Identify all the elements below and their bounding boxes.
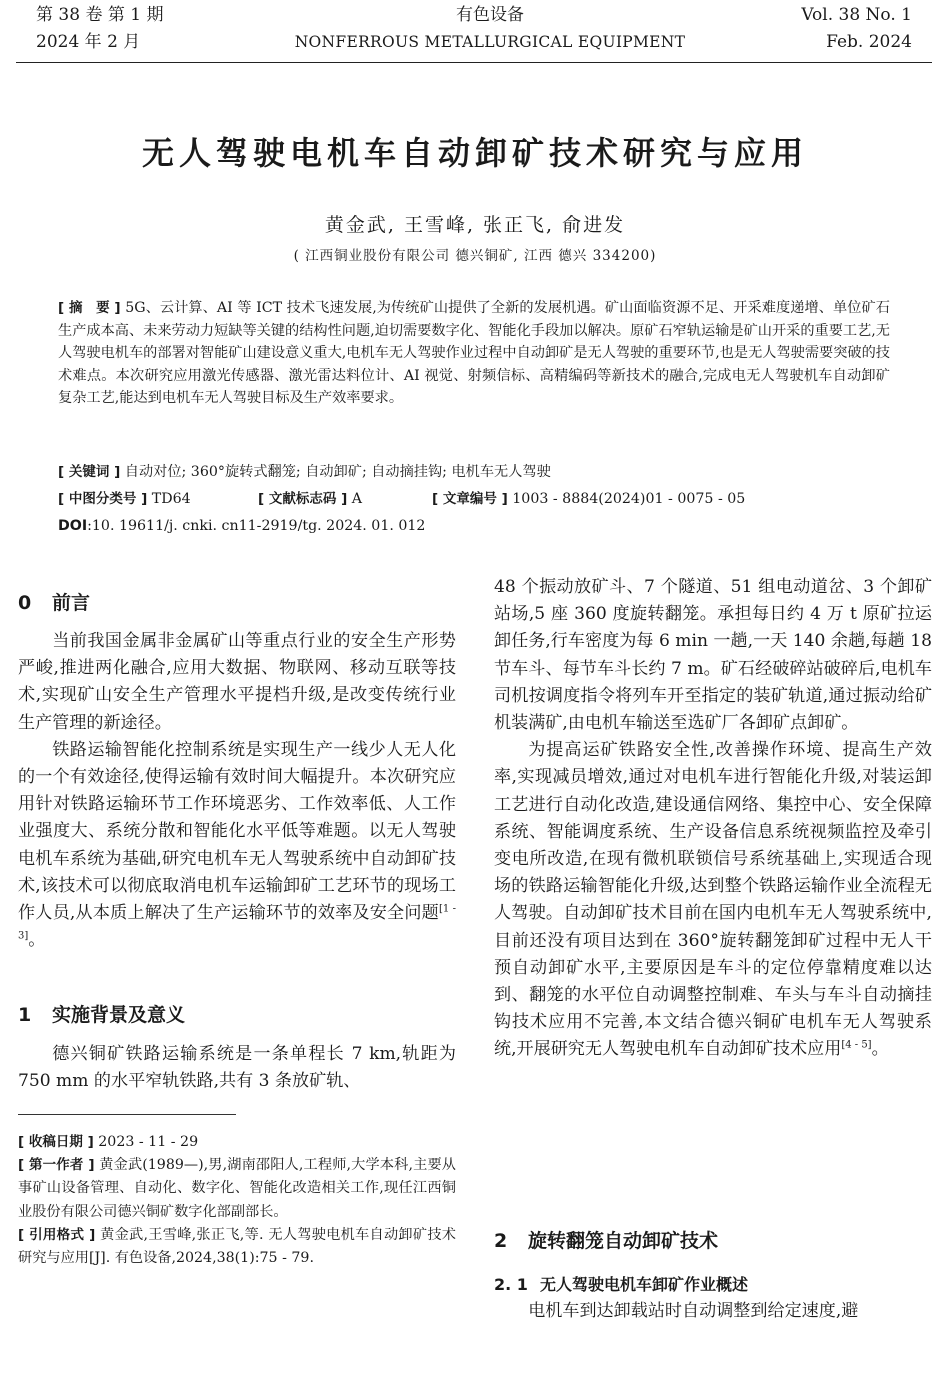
received-label: [ 收稿日期 ] — [18, 1134, 94, 1150]
doc-code-label: [ 文献标志码 ] — [258, 491, 348, 507]
abstract-label: [ 摘 要 ] — [58, 300, 121, 316]
section-1-heading — [18, 1000, 185, 1027]
section-0-paragraph-2-end: 。 — [28, 930, 46, 951]
section-1-paragraph-1: 德兴铜矿铁路运输系统是一条单程长 7 km,轨距为 750 mm 的水平窄轨铁路,共有 3 条放矿轨、 — [18, 1044, 456, 1092]
footnote-received — [18, 1131, 456, 1154]
doi-label: DOI — [58, 518, 88, 534]
footnote-citation-format — [18, 1224, 456, 1270]
first-author-label: [ 第一作者 ] — [18, 1157, 95, 1174]
keywords-label: [ 关键词 ] — [58, 464, 121, 480]
section-1-paragraph-2-end: 。 — [871, 1039, 889, 1060]
section-0-title: 前言 — [52, 592, 91, 614]
keywords — [58, 461, 551, 484]
citation-format-value: 黄金武,王雪峰,张正飞,等. 无人驾驶电机车自动卸矿技术研究与应用[J]. 有色设备,2024,38(1):75 - 79. — [18, 1226, 456, 1267]
section-0-heading — [18, 588, 90, 615]
affiliation: ( 江西铜业股份有限公司 德兴铜矿, 江西 德兴 334200) — [293, 248, 657, 264]
section-0-paragraph-2-text: 铁路运输智能化控制系统是实现生产一线少人无人化的一个有效途径,使得运输有效时间大幅提升。本次研究应用针对铁路运输环节工作环境恶劣、工作效率低、人工作业强度大、系统分散和智能化水平低等难题。以无人驾驶电机车系统为基础,研究电机车无人驾驶系统中自动卸矿技术,该技术可以彻底取消电机车运输卸矿工艺环节的现场工作人员,从本质上解决了生产运输环节的效率及安全问题 — [18, 739, 456, 924]
volume-issue-en: Vol. 38 No. 1 — [801, 5, 912, 25]
clc-value: TD64 — [151, 491, 191, 507]
article-title: 无人驾驶电机车自动卸矿技术研究与应用 — [141, 134, 808, 172]
date-en: Feb. 2024 — [826, 32, 912, 52]
doc-code-value: A — [351, 491, 363, 507]
doc-code — [258, 488, 362, 511]
subsection-2-1-body — [494, 1298, 932, 1325]
header-rule — [16, 62, 932, 63]
section-1-number: 1 — [18, 1004, 32, 1026]
abstract-text: 5G、云计算、AI 等 ICT 技术飞速发展,为传统矿山提供了全新的发展机遇。矿山面临资源不足、开采难度递增、单位矿石生产成本高、未来劳动力短缺等关键的结构性问题,迫切需要数字化、智能化手段加以解决。原矿石窄轨运输是矿山开采的重要工艺,无人驾驶电机车的部署对智能矿山建设意义重大,电机车无人驾驶作业过程中自动卸矿是无人驾驶的重要环节,也是无人驾驶需要突破的技术难点。本次研究应用激光传感器、激光雷达料位计、AI 视觉、射频信标、高精编码等新技术的融合,完成电无人驾驶机车自动卸矿复杂工艺,能达到电机车无人驾驶目标及生产效率要求。 — [58, 300, 890, 407]
section-0-number: 0 — [18, 592, 32, 614]
volume-issue-cn: 第 38 卷 第 1 期 — [36, 5, 164, 25]
keywords-text: 自动对位; 360°旋转式翻笼; 自动卸矿; 自动摘挂钩; 电机车无人驾驶 — [124, 464, 551, 480]
received-value: 2023 - 11 - 29 — [98, 1134, 199, 1150]
citation-ref-1-3: [1 - 3] — [18, 903, 457, 942]
article-number-value: 1003 - 8884(2024)01 - 0075 - 05 — [512, 491, 746, 507]
article-number — [432, 488, 745, 511]
subsection-2-1-title: 无人驾驶电机车卸矿作业概述 — [540, 1275, 749, 1294]
section-2-title: 旋转翻笼自动卸矿技术 — [528, 1230, 719, 1252]
section-1-paragraph-1-continued: 48 个振动放矿斗、7 个隧道、51 组电动道岔、3 个卸矿站场,5 座 360 度旋转翻笼。承担每日约 4 万 t 原矿拉运卸任务,行车密度为每 6 min 一趟,一天 140 余趟,每趟 18 节车斗、每节车斗长约 7 m。矿石经破碎站破碎后,电机车司机按调度指令将列车开至指定的装矿轨道,通过振动给矿机装满矿,由电机车输送至选矿厂各卸矿点卸矿。 — [494, 577, 932, 734]
section-1-title: 实施背景及意义 — [52, 1004, 186, 1026]
date-cn: 2024 年 2 月 — [36, 32, 141, 52]
subsection-2-1-heading — [494, 1272, 748, 1295]
subsection-2-1-paragraph-1: 电机车到达卸载站时自动调整到给定速度,避 — [528, 1301, 859, 1321]
section-1-paragraph-2 — [494, 737, 932, 1063]
section-1-body-right — [494, 574, 932, 1064]
section-0-body — [18, 628, 456, 954]
doi-value: :10. 19611/j. cnki. cn11-2919/tg. 2024. 01. 012 — [87, 518, 426, 534]
abstract — [58, 297, 890, 410]
footnote-first-author — [18, 1154, 456, 1224]
section-1-body-left — [18, 1041, 456, 1095]
section-2-heading — [494, 1226, 718, 1253]
first-author-value: 黄金武(1989—),男,湖南邵阳人,工程师,大学本科,主要从事矿山设备管理、自动化、数字化、智能化改造相关工作,现任江西铜业股份有限公司德兴铜矿数字化部副部长。 — [18, 1157, 456, 1220]
section-1-paragraph-2-text: 为提高运矿铁路安全性,改善操作环境、提高生产效率,实现减员增效,通过对电机车进行智能化升级,对装运卸工艺进行自动化改造,建设通信网络、集控中心、安全保障系统、智能调度系统、生产设备信息系统视频监控及牵引变电所改造,在现有微机联锁信号系统基础上,实现适合现场的铁路运输智能化升级,达到整个铁路运输作业全流程无人驾驶。自动卸矿技术目前在国内电机车无人驾驶系统中,目前还没有项目达到在 360°旋转翻笼卸矿过程中无人干预自动卸矿水平,主要原因是车斗的定位停靠精度难以达到、翻笼的水平位自动调整控制难、车头与车斗自动摘挂钩技术应用不完善,本文结合德兴铜矿电机车无人驾驶系统,开展研究无人驾驶电机车自动卸矿技术应用 — [494, 740, 932, 1060]
doi — [58, 515, 425, 538]
section-0-paragraph-2 — [18, 737, 456, 955]
citation-ref-4-5: [4 - 5] — [841, 1039, 872, 1051]
author-list: 黄金武, 王雪峰, 张正飞, 俞进发 — [324, 214, 626, 236]
footnote-rule — [18, 1114, 236, 1115]
section-0-paragraph-1: 当前我国金属非金属矿山等重点行业的安全生产形势严峻,推进两化融合,应用大数据、物联网、移动互联等技术,实现矿山安全生产管理水平提档升级,是改变传统行业生产管理的新途径。 — [18, 631, 456, 733]
journal-name-en: NONFERROUS METALLURGICAL EQUIPMENT — [294, 33, 686, 51]
clc-number — [58, 488, 191, 511]
section-2-number: 2 — [494, 1230, 508, 1252]
clc-label: [ 中图分类号 ] — [58, 491, 148, 507]
footnotes — [18, 1131, 456, 1270]
article-number-label: [ 文章编号 ] — [432, 491, 508, 507]
journal-name-cn: 有色设备 — [456, 5, 524, 25]
subsection-2-1-number: 2. 1 — [494, 1275, 528, 1294]
citation-format-label: [ 引用格式 ] — [18, 1226, 96, 1243]
